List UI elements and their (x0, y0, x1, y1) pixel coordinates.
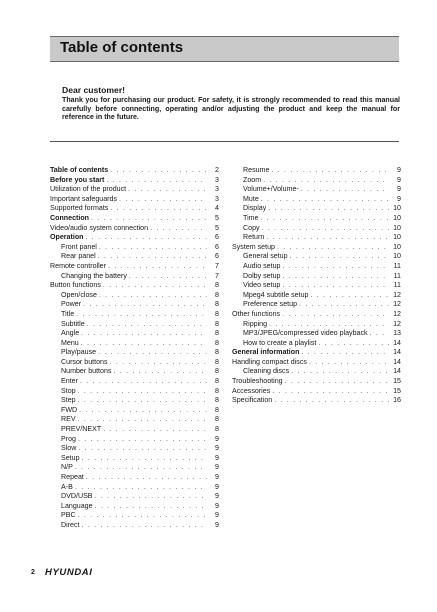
toc-leader-dots (82, 454, 207, 464)
toc-entry[interactable] (232, 195, 401, 205)
toc-entry[interactable] (50, 444, 219, 454)
toc-entry-label: Operation (50, 233, 84, 242)
toc-entry-label: Number buttons (61, 367, 112, 376)
toc-entry-page: 7 (215, 271, 219, 280)
toc-entry-label: Front panel (61, 242, 97, 251)
toc-entry-label: Accessories (232, 386, 271, 395)
toc-entry[interactable] (50, 252, 219, 262)
toc-entry-page: 8 (215, 405, 219, 414)
toc-leader-dots (75, 483, 207, 493)
toc-entry-label: Power (61, 300, 82, 309)
toc-entry-page: 15 (393, 377, 401, 386)
toc-entry-page: 12 (393, 290, 401, 299)
toc-leader-dots (263, 176, 389, 186)
toc-entry[interactable] (50, 387, 219, 397)
toc-entry-label: Setup (61, 453, 80, 462)
intro-text: Thank you for purchasing our product. For safety, it is strongly recommended to read this manual carefully before connecting, operating and/or adjusting the product and keep the manual for reference in the future. (62, 96, 400, 122)
toc-leader-dots (78, 387, 207, 397)
toc-entry[interactable] (232, 252, 401, 262)
toc-entry-label: Changing the battery (61, 271, 127, 280)
toc-leader-dots (129, 272, 207, 282)
toc-entry[interactable] (50, 272, 219, 282)
toc-leader-dots (78, 444, 207, 454)
toc-leader-dots (87, 320, 207, 330)
toc-entry-label: Connection (50, 213, 90, 222)
toc-leader-dots (86, 233, 207, 243)
toc-leader-dots (272, 387, 389, 397)
toc-entry-label: Enter (61, 377, 78, 386)
toc-entry-label: Play/pause (61, 348, 97, 357)
toc-entry-label: Video setup (243, 281, 281, 290)
toc-entry-page: 6 (215, 252, 219, 261)
toc-entry-page: 8 (215, 415, 219, 424)
toc-entry-label: Language (61, 501, 93, 510)
toc-entry[interactable] (50, 176, 219, 186)
toc-entry[interactable] (50, 502, 219, 512)
toc-entry[interactable] (232, 224, 401, 234)
toc-entry-label: Preference setup (243, 300, 298, 309)
toc-entry-page: 11 (393, 271, 401, 280)
toc-leader-dots (81, 339, 207, 349)
toc-entry-page: 14 (393, 348, 401, 357)
toc-entry-page: 8 (215, 309, 219, 318)
toc-leader-dots (268, 204, 389, 214)
toc-leader-dots (98, 252, 207, 262)
toc-entry-page: 10 (393, 204, 401, 213)
toc-entry[interactable] (232, 262, 401, 272)
toc-entry-page: 9 (215, 511, 219, 520)
toc-entry-page: 9 (215, 482, 219, 491)
toc-entry-page: 12 (393, 319, 401, 328)
toc-entry-page: 8 (215, 300, 219, 309)
toc-entry[interactable] (50, 339, 219, 349)
toc-leader-dots (282, 272, 389, 282)
toc-entry[interactable] (232, 348, 401, 358)
toc-entry-label: Handling compact discs (232, 357, 307, 366)
toc-entry[interactable] (50, 262, 219, 272)
toc-entry-label: General information (232, 348, 300, 357)
toc-leader-dots (282, 281, 389, 291)
toc-entry-label: Menu (61, 338, 79, 347)
toc-entry-label: N/P (61, 463, 73, 472)
toc-entry[interactable] (232, 367, 401, 377)
toc-entry-page: 9 (215, 492, 219, 501)
toc-leader-dots (261, 214, 389, 224)
toc-entry[interactable] (232, 185, 401, 195)
toc-entry-page: 16 (393, 396, 401, 405)
toc-entry-label: Ripping (243, 319, 268, 328)
toc-entry[interactable] (50, 224, 219, 234)
toc-entry[interactable] (232, 310, 401, 320)
toc-entry-page: 12 (393, 309, 401, 318)
toc-entry[interactable] (50, 166, 219, 176)
toc-entry[interactable] (232, 358, 401, 368)
toc-entry-label: Cleaning discs (243, 367, 290, 376)
toc-entry-page: 14 (393, 357, 401, 366)
toc-leader-dots (299, 300, 389, 310)
toc-entry[interactable] (232, 377, 401, 387)
toc-leader-dots (262, 224, 389, 234)
toc-entry-label: REV (61, 415, 76, 424)
toc-leader-dots (150, 224, 207, 234)
toc-leader-dots (83, 300, 207, 310)
toc-entry-page: 6 (215, 242, 219, 251)
toc-entry-page: 11 (393, 261, 401, 270)
toc-entry-page: 7 (215, 261, 219, 270)
toc-entry[interactable] (232, 387, 401, 397)
toc-leader-dots (128, 185, 207, 195)
greeting: Dear customer! (62, 85, 126, 95)
toc-entry-label: A-B (61, 482, 73, 491)
toc-entry-label: DVD/USB (61, 492, 93, 501)
toc-entry-label: Remote controller (50, 261, 106, 270)
toc-entry-label: Specification (232, 396, 273, 405)
toc-entry-label: Before you start (50, 175, 105, 184)
toc-entry[interactable] (232, 272, 401, 282)
toc-entry-page: 8 (215, 367, 219, 376)
toc-entry-page: 14 (393, 367, 401, 376)
toc-entry-page: 2 (215, 166, 219, 174)
toc-entry[interactable] (50, 204, 219, 214)
toc-leader-dots (110, 358, 207, 368)
toc-entry-page: 9 (397, 194, 401, 203)
toc-entry-page: 10 (393, 242, 401, 251)
toc-entry-label: Subtitle (61, 319, 85, 328)
toc-entry[interactable] (232, 166, 401, 176)
toc-leader-dots (78, 415, 207, 425)
toc-entry-label: FWD (61, 405, 78, 414)
brand-logo: HYUNDAI (45, 567, 93, 578)
toc-entry[interactable] (50, 214, 219, 224)
toc-entry-label: Resume (243, 166, 270, 174)
toc-entry[interactable] (50, 454, 219, 464)
toc-entry[interactable] (50, 521, 219, 531)
toc-entry-page: 9 (397, 166, 401, 174)
toc-entry[interactable] (50, 377, 219, 387)
toc-entry-label: Step (61, 396, 76, 405)
toc-entry-label: PBC (61, 511, 76, 520)
toc-entry-page: 10 (393, 213, 401, 222)
toc-entry-page: 6 (215, 233, 219, 242)
toc-leader-dots (310, 291, 389, 301)
toc-entry-page: 9 (397, 175, 401, 184)
toc-entry[interactable] (232, 281, 401, 291)
toc-leader-dots (318, 339, 389, 349)
toc-entry[interactable] (50, 492, 219, 502)
toc-entry-label: System setup (232, 242, 275, 251)
toc-entry-page: 8 (215, 377, 219, 386)
toc-leader-dots (277, 243, 389, 253)
toc-leader-dots (95, 502, 207, 512)
toc-leader-dots (290, 252, 389, 262)
toc-entry-label: General setup (243, 252, 288, 261)
toc-entry[interactable] (50, 300, 219, 310)
toc-entry[interactable] (50, 348, 219, 358)
toc-entry[interactable] (232, 396, 401, 406)
toc-leader-dots (99, 243, 207, 253)
toc-entry-label: Mute (243, 194, 259, 203)
toc-entry-page: 9 (215, 453, 219, 462)
toc-entry[interactable] (50, 367, 219, 377)
toc-leader-dots (99, 291, 207, 301)
toc-leader-dots (103, 425, 207, 435)
toc-entry[interactable] (50, 195, 219, 205)
toc-leader-dots (91, 214, 207, 224)
toc-leader-dots (79, 406, 207, 416)
toc-entry-page: 8 (215, 396, 219, 405)
toc-entry-label: Rear panel (61, 252, 96, 261)
toc-entry-label: How to create a playlist (243, 338, 317, 347)
toc-entry[interactable] (50, 320, 219, 330)
toc-entry[interactable] (50, 185, 219, 195)
toc-entry-page: 8 (215, 386, 219, 395)
toc-leader-dots (82, 521, 207, 531)
toc-leader-dots (301, 185, 389, 195)
toc-entry-label: Zoom (243, 175, 262, 184)
toc-entry-page: 9 (215, 501, 219, 510)
toc-entry[interactable] (50, 415, 219, 425)
page-number: 2 (31, 569, 35, 576)
toc-leader-dots (285, 377, 389, 387)
toc-entry[interactable] (50, 358, 219, 368)
toc-entry-page: 5 (215, 213, 219, 222)
toc-entry[interactable] (50, 281, 219, 291)
toc-entry[interactable] (50, 396, 219, 406)
toc-column-left (50, 166, 219, 531)
toc-leader-dots (309, 358, 389, 368)
toc-entry-page: 8 (215, 319, 219, 328)
toc-entry[interactable] (232, 339, 401, 349)
toc-entry-page: 8 (215, 425, 219, 434)
toc-leader-dots (108, 262, 207, 272)
toc-entry-page: 13 (393, 329, 401, 338)
title-bar (50, 36, 399, 62)
toc-leader-dots (75, 463, 207, 473)
toc-entry[interactable] (232, 233, 401, 243)
toc-entry-label: Video/audio system connection (50, 223, 149, 232)
toc-entry-page: 14 (393, 338, 401, 347)
toc-entry[interactable] (50, 473, 219, 483)
toc-entry[interactable] (50, 483, 219, 493)
toc-entry-label: Important safeguards (50, 194, 118, 203)
toc-entry-page: 15 (393, 386, 401, 395)
toc-entry[interactable] (50, 329, 219, 339)
toc-entry[interactable] (50, 310, 219, 320)
toc-leader-dots (370, 329, 389, 339)
toc-entry[interactable] (50, 406, 219, 416)
toc-entry-label: Display (243, 204, 267, 213)
toc-entry-page: 3 (215, 194, 219, 203)
toc-leader-dots (78, 511, 207, 521)
toc-entry-label: PREV/NEXT (61, 425, 102, 434)
toc-leader-dots (95, 492, 207, 502)
toc-entry-page: 8 (215, 348, 219, 357)
toc-leader-dots (282, 310, 389, 320)
toc-entry-label: Title (61, 309, 75, 318)
toc-entry-label: Audio setup (243, 261, 281, 270)
toc-entry-label: Return (243, 233, 265, 242)
toc-entry-page: 10 (393, 223, 401, 232)
toc-column-right (232, 166, 401, 406)
toc-entry-label: Table of contents (50, 166, 109, 174)
toc-entry-page: 8 (215, 338, 219, 347)
toc-entry-page: 9 (215, 520, 219, 529)
toc-entry-page: 8 (215, 281, 219, 290)
toc-entry-label: Cursor buttons (61, 357, 108, 366)
toc-leader-dots (271, 166, 389, 176)
toc-leader-dots (269, 320, 389, 330)
toc-entry-label: Stop (61, 386, 76, 395)
toc-entry-label: Utilization of the product (50, 185, 127, 194)
toc-entry[interactable] (50, 435, 219, 445)
toc-leader-dots (80, 377, 207, 387)
toc-entry-label: MP3/JPEG/compressed video playback (243, 329, 368, 338)
toc-entry-page: 3 (215, 175, 219, 184)
footer (0, 561, 437, 591)
toc-entry[interactable] (232, 204, 401, 214)
toc-entry[interactable] (232, 176, 401, 186)
toc-entry-page: 4 (215, 204, 219, 213)
toc-entry-page: 10 (393, 252, 401, 261)
toc-entry-page: 10 (393, 233, 401, 242)
toc-leader-dots (78, 396, 207, 406)
toc-entry[interactable] (232, 320, 401, 330)
toc-entry-label: Supported formats (50, 204, 109, 213)
toc-leader-dots (261, 195, 389, 205)
toc-entry[interactable] (232, 214, 401, 224)
toc-entry-label: Troubleshooting (232, 377, 283, 386)
toc-entry-label: Other functions (232, 309, 281, 318)
toc-leader-dots (98, 348, 207, 358)
toc-entry-label: Dolby setup (243, 271, 281, 280)
toc-entry-page: 11 (393, 281, 401, 290)
toc-entry-page: 8 (215, 290, 219, 299)
toc-leader-dots (274, 396, 389, 406)
toc-leader-dots (301, 348, 389, 358)
toc-entry[interactable] (50, 233, 219, 243)
toc-entry-page: 8 (215, 357, 219, 366)
toc-entry-page: 5 (215, 223, 219, 232)
toc-entry-page: 9 (215, 444, 219, 453)
toc-entry-label: Mpeg4 subtitle setup (243, 290, 309, 299)
toc-entry-label: Button functions (50, 281, 101, 290)
toc-entry[interactable] (232, 243, 401, 253)
toc-entry-label: Volume+/Volume- (243, 185, 299, 194)
toc-leader-dots (291, 367, 389, 377)
toc-entry-page: 8 (215, 329, 219, 338)
divider (50, 141, 399, 142)
toc-entry-page: 9 (215, 434, 219, 443)
toc-entry-page: 3 (215, 185, 219, 194)
toc-entry-label: Slow (61, 444, 77, 453)
toc-leader-dots (81, 329, 207, 339)
toc-entry-label: Copy (243, 223, 260, 232)
toc-leader-dots (86, 473, 207, 483)
toc-entry[interactable] (232, 329, 401, 339)
toc-leader-dots (76, 310, 207, 320)
toc-entry[interactable] (50, 243, 219, 253)
toc-entry-label: Direct (61, 520, 80, 529)
toc-entry-label: Repeat (61, 473, 84, 481)
toc-entry-page: 9 (215, 463, 219, 472)
toc-entry-page: 9 (215, 473, 219, 481)
toc-leader-dots (282, 262, 389, 272)
toc-entry[interactable] (232, 291, 401, 301)
toc-leader-dots (110, 166, 207, 176)
toc-entry[interactable] (50, 291, 219, 301)
page-title: Table of contents (60, 39, 184, 56)
toc-entry[interactable] (50, 425, 219, 435)
toc-entry[interactable] (50, 511, 219, 521)
toc-entry-label: Angle (61, 329, 80, 338)
toc-entry-page: 9 (397, 185, 401, 194)
toc-leader-dots (113, 367, 207, 377)
toc-entry-label: Open/close (61, 290, 97, 299)
toc-leader-dots (119, 195, 207, 205)
toc-entry[interactable] (50, 463, 219, 473)
toc-entry[interactable] (232, 300, 401, 310)
toc-leader-dots (106, 176, 207, 186)
toc-leader-dots (78, 435, 207, 445)
toc-entry-label: Prog (61, 434, 76, 443)
toc-leader-dots (266, 233, 389, 243)
toc-entry-label: Time (243, 213, 259, 222)
toc-entry-page: 12 (393, 300, 401, 309)
toc-leader-dots (110, 204, 207, 214)
toc-leader-dots (103, 281, 207, 291)
